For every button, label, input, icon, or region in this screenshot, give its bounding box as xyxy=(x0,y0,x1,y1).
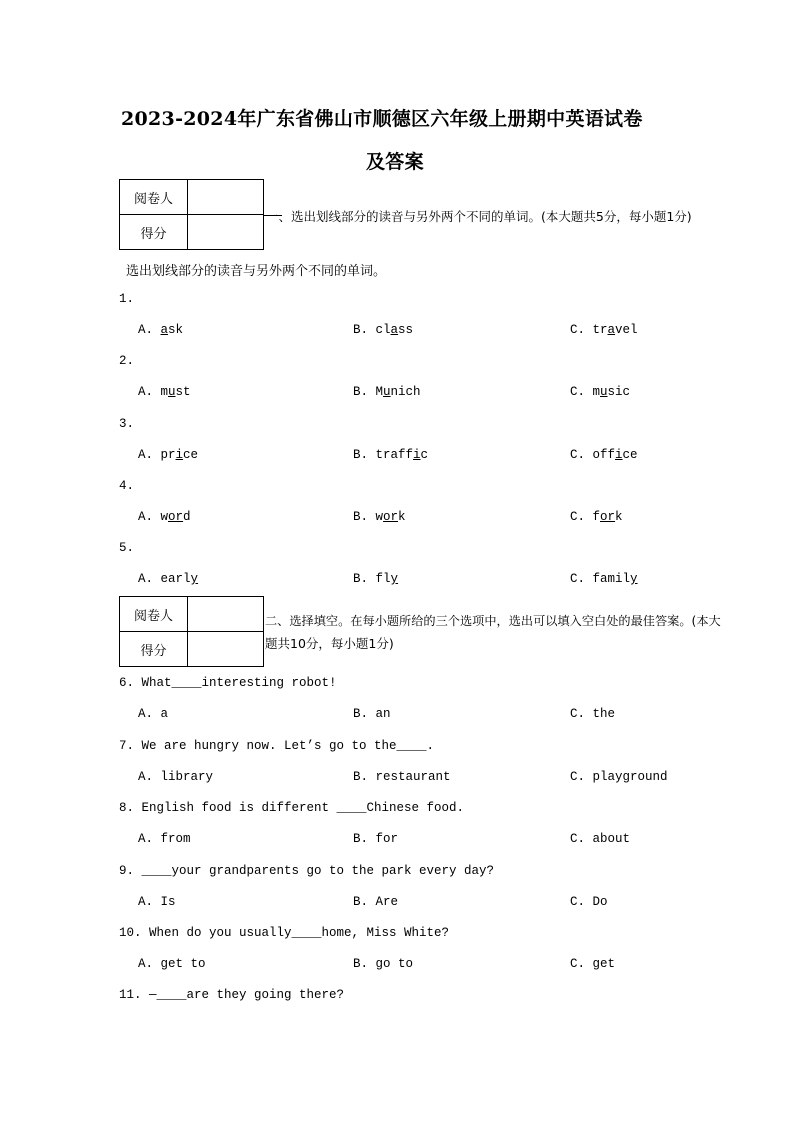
word-part: traff xyxy=(375,448,414,462)
option-b xyxy=(353,510,406,524)
underlined-part: a xyxy=(607,323,616,337)
option-letter: C. xyxy=(570,385,593,399)
option-a xyxy=(138,510,191,524)
option-letter: C. xyxy=(570,510,593,524)
underlined-part: i xyxy=(413,448,421,462)
underlined-part: u xyxy=(168,385,176,399)
word-part: w xyxy=(160,510,169,524)
option-b xyxy=(353,323,413,337)
score-table-section1 xyxy=(119,179,264,250)
underlined-part: u xyxy=(600,385,608,399)
reviewer-label: 阅卷人 xyxy=(120,180,188,215)
question-number: 1. xyxy=(119,292,135,306)
option-a xyxy=(138,323,183,337)
question-text: 10. When do you usually____home, Miss White? xyxy=(119,926,450,940)
underlined-part: u xyxy=(383,385,391,399)
underlined-part: y xyxy=(390,572,399,586)
option-letter: B. xyxy=(353,323,376,337)
option-c: C. get xyxy=(570,957,616,971)
option-letter: B. xyxy=(353,572,376,586)
word-part: st xyxy=(175,385,191,399)
question-number: 2. xyxy=(119,354,135,368)
underlined-part: i xyxy=(175,448,184,462)
underlined-part: y xyxy=(630,572,638,586)
option-letter: B. xyxy=(353,510,376,524)
option-letter: B. xyxy=(353,448,376,462)
section1-instruction: 选出划线部分的读音与另外两个不同的单词。 xyxy=(126,264,387,279)
option-letter: A. xyxy=(138,572,161,586)
option-b: B. Are xyxy=(353,895,399,909)
question-number: 5. xyxy=(119,541,135,555)
word-part: vel xyxy=(615,323,638,337)
reviewer-cell xyxy=(188,180,264,215)
question-text: 7. We are hungry now. Let’s go to the____. xyxy=(119,739,435,753)
option-c xyxy=(570,572,638,586)
score-label: 得分 xyxy=(120,632,188,667)
section1-heading: 一、选出划线部分的读音与另外两个不同的单词。(本大题共5分，每小题1分) xyxy=(266,209,692,224)
score-label: 得分 xyxy=(120,215,188,250)
option-c xyxy=(570,323,638,337)
word-part: tr xyxy=(592,323,608,337)
question-number: 3. xyxy=(119,417,135,431)
word-part: pr xyxy=(160,448,176,462)
reviewer-cell xyxy=(188,597,264,632)
question-text: 11. —____are they going there? xyxy=(119,988,345,1002)
word-part: f xyxy=(592,510,601,524)
word-part: d xyxy=(183,510,191,524)
word-part: m xyxy=(160,385,169,399)
option-letter: A. xyxy=(138,448,161,462)
option-b: B. go to xyxy=(353,957,414,971)
word-part: w xyxy=(375,510,384,524)
option-a: A. a xyxy=(138,707,169,721)
option-b: B. for xyxy=(353,832,399,846)
word-part: fl xyxy=(375,572,391,586)
option-letter: A. xyxy=(138,323,161,337)
question-text: 8. English food is different ____Chinese food. xyxy=(119,801,465,815)
score-table-section2 xyxy=(119,596,264,667)
page-title-line2: 及答案 xyxy=(366,151,424,173)
underlined-part: or xyxy=(168,510,184,524)
question-number: 4. xyxy=(119,479,135,493)
option-letter: A. xyxy=(138,510,161,524)
word-part: ss xyxy=(398,323,414,337)
option-c xyxy=(570,510,623,524)
option-c: C. playground xyxy=(570,770,668,784)
underlined-part: y xyxy=(190,572,199,586)
option-b xyxy=(353,385,421,399)
question-text: 6. What____interesting robot! xyxy=(119,676,337,690)
option-c: C. the xyxy=(570,707,616,721)
section2-heading-line2: 题共10分，每小题1分) xyxy=(265,636,394,651)
option-letter: C. xyxy=(570,323,593,337)
option-letter: A. xyxy=(138,385,161,399)
option-b: B. restaurant xyxy=(353,770,451,784)
option-a: A. get to xyxy=(138,957,206,971)
option-a: A. Is xyxy=(138,895,176,909)
underlined-part: or xyxy=(383,510,399,524)
underlined-part: a xyxy=(390,323,399,337)
score-cell xyxy=(188,632,264,667)
score-cell xyxy=(188,215,264,250)
word-part: sic xyxy=(607,385,631,399)
option-a xyxy=(138,385,191,399)
option-c: C. about xyxy=(570,832,631,846)
option-c: C. Do xyxy=(570,895,608,909)
page-title: 2023-2024年广东省佛山市顺德区六年级上册期中英语试卷 xyxy=(121,108,643,130)
question-text: 9. ____your grandparents go to the park every day? xyxy=(119,864,495,878)
word-part: ce xyxy=(183,448,199,462)
option-b: B. an xyxy=(353,707,391,721)
word-part: earl xyxy=(160,572,191,586)
reviewer-label: 阅卷人 xyxy=(120,597,188,632)
word-part: M xyxy=(375,385,384,399)
option-a xyxy=(138,572,198,586)
word-part: k xyxy=(398,510,406,524)
word-part: nich xyxy=(390,385,421,399)
option-letter: C. xyxy=(570,572,593,586)
word-part: m xyxy=(592,385,601,399)
word-part: off xyxy=(592,448,616,462)
option-a: A. from xyxy=(138,832,191,846)
word-part: cl xyxy=(375,323,391,337)
underlined-part: or xyxy=(600,510,616,524)
word-part: sk xyxy=(168,323,184,337)
option-a: A. library xyxy=(138,770,214,784)
option-letter: C. xyxy=(570,448,593,462)
word-part: k xyxy=(615,510,623,524)
word-part: famil xyxy=(592,572,631,586)
option-b xyxy=(353,448,428,462)
underlined-part: a xyxy=(160,323,169,337)
underlined-part: i xyxy=(615,448,623,462)
option-b xyxy=(353,572,398,586)
option-c xyxy=(570,448,638,462)
option-c xyxy=(570,385,630,399)
option-letter: B. xyxy=(353,385,376,399)
word-part: c xyxy=(420,448,429,462)
word-part: ce xyxy=(622,448,638,462)
option-a xyxy=(138,448,198,462)
section2-heading-line1: 二、选择填空。在每小题所给的三个选项中，选出可以填入空白处的最佳答案。(本大 xyxy=(265,614,721,628)
